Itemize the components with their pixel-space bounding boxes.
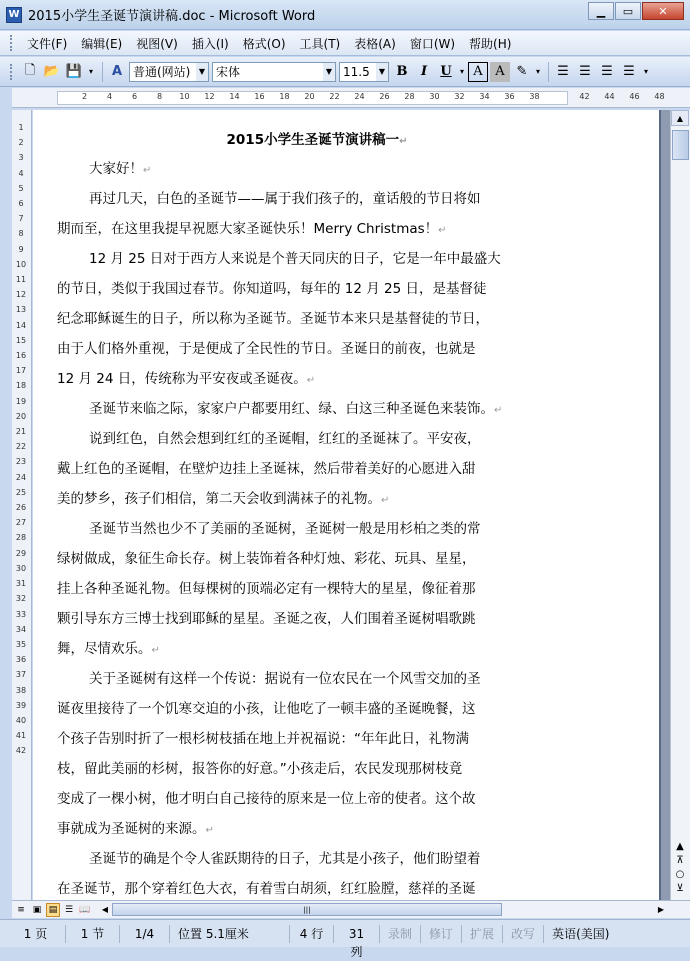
ruler-number: 46 <box>629 92 640 101</box>
ruler-number: 20 <box>304 92 315 101</box>
vruler-number: 5 <box>18 183 24 193</box>
char-border-button[interactable]: A <box>468 62 488 82</box>
vruler-number: 8 <box>18 229 24 239</box>
align-center-icon[interactable]: ☰ <box>579 64 591 79</box>
new-document-icon[interactable]: 🗋 <box>24 62 36 78</box>
title-bar <box>0 0 690 30</box>
vruler-number: 4 <box>18 168 24 178</box>
text-line: 美的梦乡，孩子们相信，第二天会收到满袜子的礼物。↵ <box>57 491 390 507</box>
chevron-down-icon[interactable]: ▼ <box>376 63 388 81</box>
document-page[interactable] <box>33 110 661 900</box>
justify-icon[interactable]: ☰ <box>623 64 635 79</box>
vruler-number: 39 <box>15 700 27 710</box>
ruler-number: 22 <box>329 92 340 101</box>
status-section: 1 节 <box>66 925 120 943</box>
normal-view-icon[interactable]: ≡ <box>17 904 25 915</box>
font-size-combo[interactable] <box>339 62 389 82</box>
status-page: 1 页 <box>6 925 66 943</box>
vruler-number: 23 <box>15 457 27 467</box>
status-position: 位置 5.1厘米 <box>170 925 290 943</box>
ruler-number: 18 <box>279 92 290 101</box>
status-language: 英语(美国) <box>552 926 610 941</box>
vruler-number: 20 <box>15 411 27 421</box>
paragraph-mark-icon: ↵ <box>494 405 503 416</box>
ruler-number: 38 <box>529 92 540 101</box>
minimize-button[interactable]: ▁ <box>588 2 614 20</box>
char-shading-button[interactable]: A <box>490 62 510 82</box>
next-page-icon[interactable]: ⊻ <box>676 883 684 894</box>
status-track-changes[interactable]: 修订 <box>421 925 462 943</box>
underline-dropdown-icon[interactable]: ▾ <box>459 67 464 76</box>
bold-button[interactable]: B <box>396 64 408 79</box>
vruler-number: 9 <box>18 244 24 254</box>
menu-edit[interactable]: 编辑(E) <box>81 36 123 51</box>
text-line: 大家好！↵ <box>89 161 152 177</box>
text-line: 在圣诞节，那个穿着红色大衣，有着雪白胡须，红红脸膛，慈祥的圣诞 <box>57 881 476 897</box>
vruler-number: 13 <box>15 305 27 315</box>
document-area[interactable] <box>33 110 670 900</box>
scroll-up-icon[interactable]: ▲ <box>671 110 689 126</box>
toolbar-grip[interactable] <box>10 64 14 80</box>
style-value: 普通(网站) <box>133 65 191 79</box>
formatting-toolbar <box>0 57 690 87</box>
highlight-dropdown-icon[interactable]: ▾ <box>535 67 540 76</box>
ruler-numbers <box>72 92 672 101</box>
vruler-number: 33 <box>15 609 27 619</box>
status-overtype[interactable]: 改写 <box>503 925 544 943</box>
menu-bar <box>0 31 690 56</box>
text-line: 说到红色，自然会想到红红的圣诞帽，红红的圣诞袜了。平安夜， <box>89 431 481 447</box>
text-line: 的节日，类似于我国过春节。你知道吗，每年的 12 月 25 日，是基督徒 <box>57 281 487 297</box>
vruler-number: 16 <box>15 351 27 361</box>
text-line: 枝，留此美丽的杉树，报答你的好意。”小孩走后，农民发现那树枝竟 <box>57 761 463 777</box>
ruler-number: 44 <box>604 92 615 101</box>
font-combo[interactable] <box>212 62 336 82</box>
text-line: 戴上红色的圣诞帽，在壁炉边挂上圣诞袜，然后带着美好的心愿进入甜 <box>57 461 476 477</box>
horizontal-ruler[interactable] <box>12 88 690 108</box>
toolbar-options-icon[interactable]: ▾ <box>643 67 648 76</box>
text-line: 事就成为圣诞树的来源。↵ <box>57 821 214 837</box>
web-view-icon[interactable]: ▣ <box>32 904 42 915</box>
vruler-number: 21 <box>15 427 27 437</box>
status-bar <box>0 919 690 959</box>
scroll-left-icon[interactable]: ◀ <box>101 905 109 914</box>
scroll-right-icon[interactable]: ▶ <box>657 905 665 914</box>
status-pages: 1/4 <box>120 925 170 943</box>
vertical-ruler[interactable] <box>12 110 32 900</box>
print-view-icon[interactable]: ▤ <box>46 903 60 917</box>
ruler-number: 30 <box>429 92 440 101</box>
ruler-number: 42 <box>579 92 590 101</box>
ruler-number: 4 <box>106 92 113 101</box>
text-line: 圣诞节的确是个令人雀跃期待的日子，尤其是小孩子，他们盼望着 <box>89 851 481 867</box>
vruler-number: 17 <box>15 366 27 376</box>
text-line: 绿树做成，象征生命长存。树上装饰着各种灯烛、彩花、玩具、星星， <box>57 551 476 567</box>
paragraph-mark-icon: ↵ <box>306 375 316 386</box>
paragraph-mark-icon: ↵ <box>381 495 390 506</box>
paragraph-mark-icon: ↵ <box>205 825 214 836</box>
ruler-number: 8 <box>156 92 163 101</box>
vruler-number: 6 <box>18 199 24 209</box>
vruler-number: 14 <box>15 320 27 330</box>
vruler-number: 38 <box>15 685 27 695</box>
window-title: 2015小学生圣诞节演讲稿.doc - Microsoft Word <box>28 9 316 24</box>
align-left-icon[interactable]: ☰ <box>557 64 569 79</box>
paragraph-mark-icon: ↵ <box>438 225 447 236</box>
ruler-number: 16 <box>254 92 265 101</box>
text-line: 期而至，在这里我提早祝愿大家圣诞快乐！Merry Christmas！↵ <box>57 221 447 237</box>
ruler-number: 28 <box>404 92 415 101</box>
vruler-number: 30 <box>15 563 27 573</box>
menu-window[interactable]: 窗口(W) <box>409 36 456 51</box>
prev-page-icon[interactable]: ⊼ <box>676 855 684 866</box>
vruler-number: 36 <box>15 655 27 665</box>
vertical-scrollbar[interactable] <box>670 110 690 900</box>
vruler-number: 15 <box>15 335 27 345</box>
ruler-number: 32 <box>454 92 465 101</box>
vruler-number: 26 <box>15 503 27 513</box>
vruler-number: 3 <box>18 153 24 163</box>
status-record[interactable]: 录制 <box>380 925 421 943</box>
maximize-button[interactable]: ▭ <box>615 2 641 20</box>
menu-help[interactable]: 帮助(H) <box>469 36 512 51</box>
text-line: 纪念耶稣诞生的日子，所以称为圣诞节。圣诞节本来只是基督徒的节日， <box>57 311 489 327</box>
close-button[interactable]: ✕ <box>642 2 684 20</box>
ruler-number: 24 <box>354 92 365 101</box>
paragraph-mark-icon: ↵ <box>151 645 160 656</box>
status-line: 4 行 <box>290 925 334 943</box>
vruler-number: 34 <box>15 624 27 634</box>
ruler-number: 48 <box>654 92 665 101</box>
outline-view-icon[interactable]: ☰ <box>64 904 74 915</box>
text-line: 12 月 25 日对于西方人来说是个普天同庆的日子，它是一年中最盛大 <box>89 251 501 267</box>
text-line: 圣诞节来临之际，家家户户都要用红、绿、白这三种圣诞色来装饰。↵ <box>89 401 503 417</box>
vruler-number: 35 <box>15 639 27 649</box>
vruler-number: 25 <box>15 487 27 497</box>
styles-pane-icon[interactable]: A <box>111 64 123 79</box>
ruler-number: 10 <box>179 92 190 101</box>
menu-file[interactable]: 文件(F) <box>27 36 68 51</box>
text-line: 关于圣诞树有这样一个传说：据说有一位农民在一个风雪交加的圣 <box>89 671 481 687</box>
italic-button[interactable]: I <box>420 64 428 79</box>
paragraph-mark-icon: ↵ <box>143 165 152 176</box>
style-combo[interactable] <box>129 62 209 82</box>
font-value: 宋体 <box>216 65 241 79</box>
menu-view[interactable]: 视图(V) <box>136 36 178 51</box>
save-icon[interactable]: 💾 <box>65 64 83 79</box>
ruler-number: 12 <box>204 92 215 101</box>
menubar-grip[interactable] <box>10 35 14 51</box>
text-line: 再过几天，白色的圣诞节——属于我们孩子的，童话般的节日将如 <box>89 191 481 207</box>
font-size-value: 11.5 <box>343 64 370 79</box>
vruler-number: 11 <box>15 275 27 285</box>
horizontal-scroll-thumb[interactable]: ||| <box>112 903 502 916</box>
vruler-number: 28 <box>15 533 27 543</box>
text-line: 颗引导东方三博士找到耶稣的星星。圣诞之夜，人们围着圣诞树唱歌跳 <box>57 611 476 627</box>
text-line: 诞夜里接待了一个饥寒交迫的小孩，让他吃了一顿丰盛的圣诞晚餐，这 <box>57 701 476 717</box>
vruler-number: 41 <box>15 731 27 741</box>
ruler-number: 34 <box>479 92 490 101</box>
text-line: 圣诞节当然也少不了美丽的圣诞树，圣诞树一般是用杉柏之类的常 <box>89 521 481 537</box>
vruler-number: 22 <box>15 442 27 452</box>
chevron-down-icon[interactable]: ▼ <box>323 63 335 81</box>
vruler-number: 12 <box>15 290 27 300</box>
text-line: 舞，尽情欢乐。↵ <box>57 641 160 657</box>
toolbar-overflow-icon[interactable]: ▾ <box>88 67 93 76</box>
open-folder-icon[interactable]: 📂 <box>43 64 61 79</box>
menu-table[interactable]: 表格(A) <box>354 36 396 51</box>
vruler-number: 27 <box>15 518 27 528</box>
align-right-icon[interactable]: ☰ <box>601 64 613 79</box>
document-title: 2015小学生圣诞节演讲稿一↵ <box>226 132 408 148</box>
horizontal-scrollbar[interactable] <box>12 900 690 918</box>
reading-view-icon[interactable]: 📖 <box>79 904 91 915</box>
word-app-icon[interactable]: W <box>6 7 22 23</box>
vruler-number: 18 <box>15 381 27 391</box>
vruler-number: 7 <box>18 214 24 224</box>
menu-insert[interactable]: 插入(I) <box>191 36 229 51</box>
text-line: 变成了一棵小树，他才明白自己接待的原来是一位上帝的使者。这个故 <box>57 791 476 807</box>
vruler-number: 40 <box>15 715 27 725</box>
vertical-ruler-numbers <box>14 120 28 759</box>
menu-tools[interactable]: 工具(T) <box>299 36 341 51</box>
highlight-icon[interactable]: ✎ <box>516 64 528 79</box>
menu-format[interactable]: 格式(O) <box>242 36 286 51</box>
ruler-number: 36 <box>504 92 515 101</box>
document-text[interactable] <box>57 126 557 900</box>
status-column: 31 列 <box>334 925 380 943</box>
vruler-number: 1 <box>18 123 24 132</box>
vruler-number: 31 <box>15 579 27 589</box>
select-browse-icon[interactable]: ○ <box>675 869 685 880</box>
text-line: 个孩子告别时折了一根杉树枝插在地上并祝福说：“年年此日，礼物满 <box>57 731 469 747</box>
ruler-number: 2 <box>81 92 88 101</box>
text-line: 12 月 24 日，传统称为平安夜或圣诞夜。↵ <box>57 371 316 387</box>
vruler-number: 19 <box>15 396 27 406</box>
ruler-number: 6 <box>131 92 138 101</box>
vruler-number: 29 <box>15 548 27 558</box>
ruler-number: 14 <box>229 92 240 101</box>
text-line: 挂上各种圣诞礼物。但每棵树的顶端必定有一棵特大的星星，像征着那 <box>57 581 476 597</box>
text-line: 由于人们格外重视，于是便成了全民性的节日。圣诞日的前夜，也就是 <box>57 341 476 357</box>
vruler-number: 42 <box>15 746 27 756</box>
vruler-number: 32 <box>15 594 27 604</box>
chevron-down-icon[interactable]: ▼ <box>196 63 208 81</box>
scroll-thumb[interactable] <box>672 130 689 160</box>
vruler-number: 10 <box>15 259 27 269</box>
vruler-number: 24 <box>15 472 27 482</box>
status-extend[interactable]: 扩展 <box>462 925 503 943</box>
ruler-number: 26 <box>379 92 390 101</box>
scroll-bottom-up-icon[interactable]: ▲ <box>676 841 684 852</box>
vruler-number: 37 <box>15 670 27 680</box>
vruler-number: 2 <box>18 138 24 148</box>
underline-button[interactable]: U <box>440 64 452 79</box>
